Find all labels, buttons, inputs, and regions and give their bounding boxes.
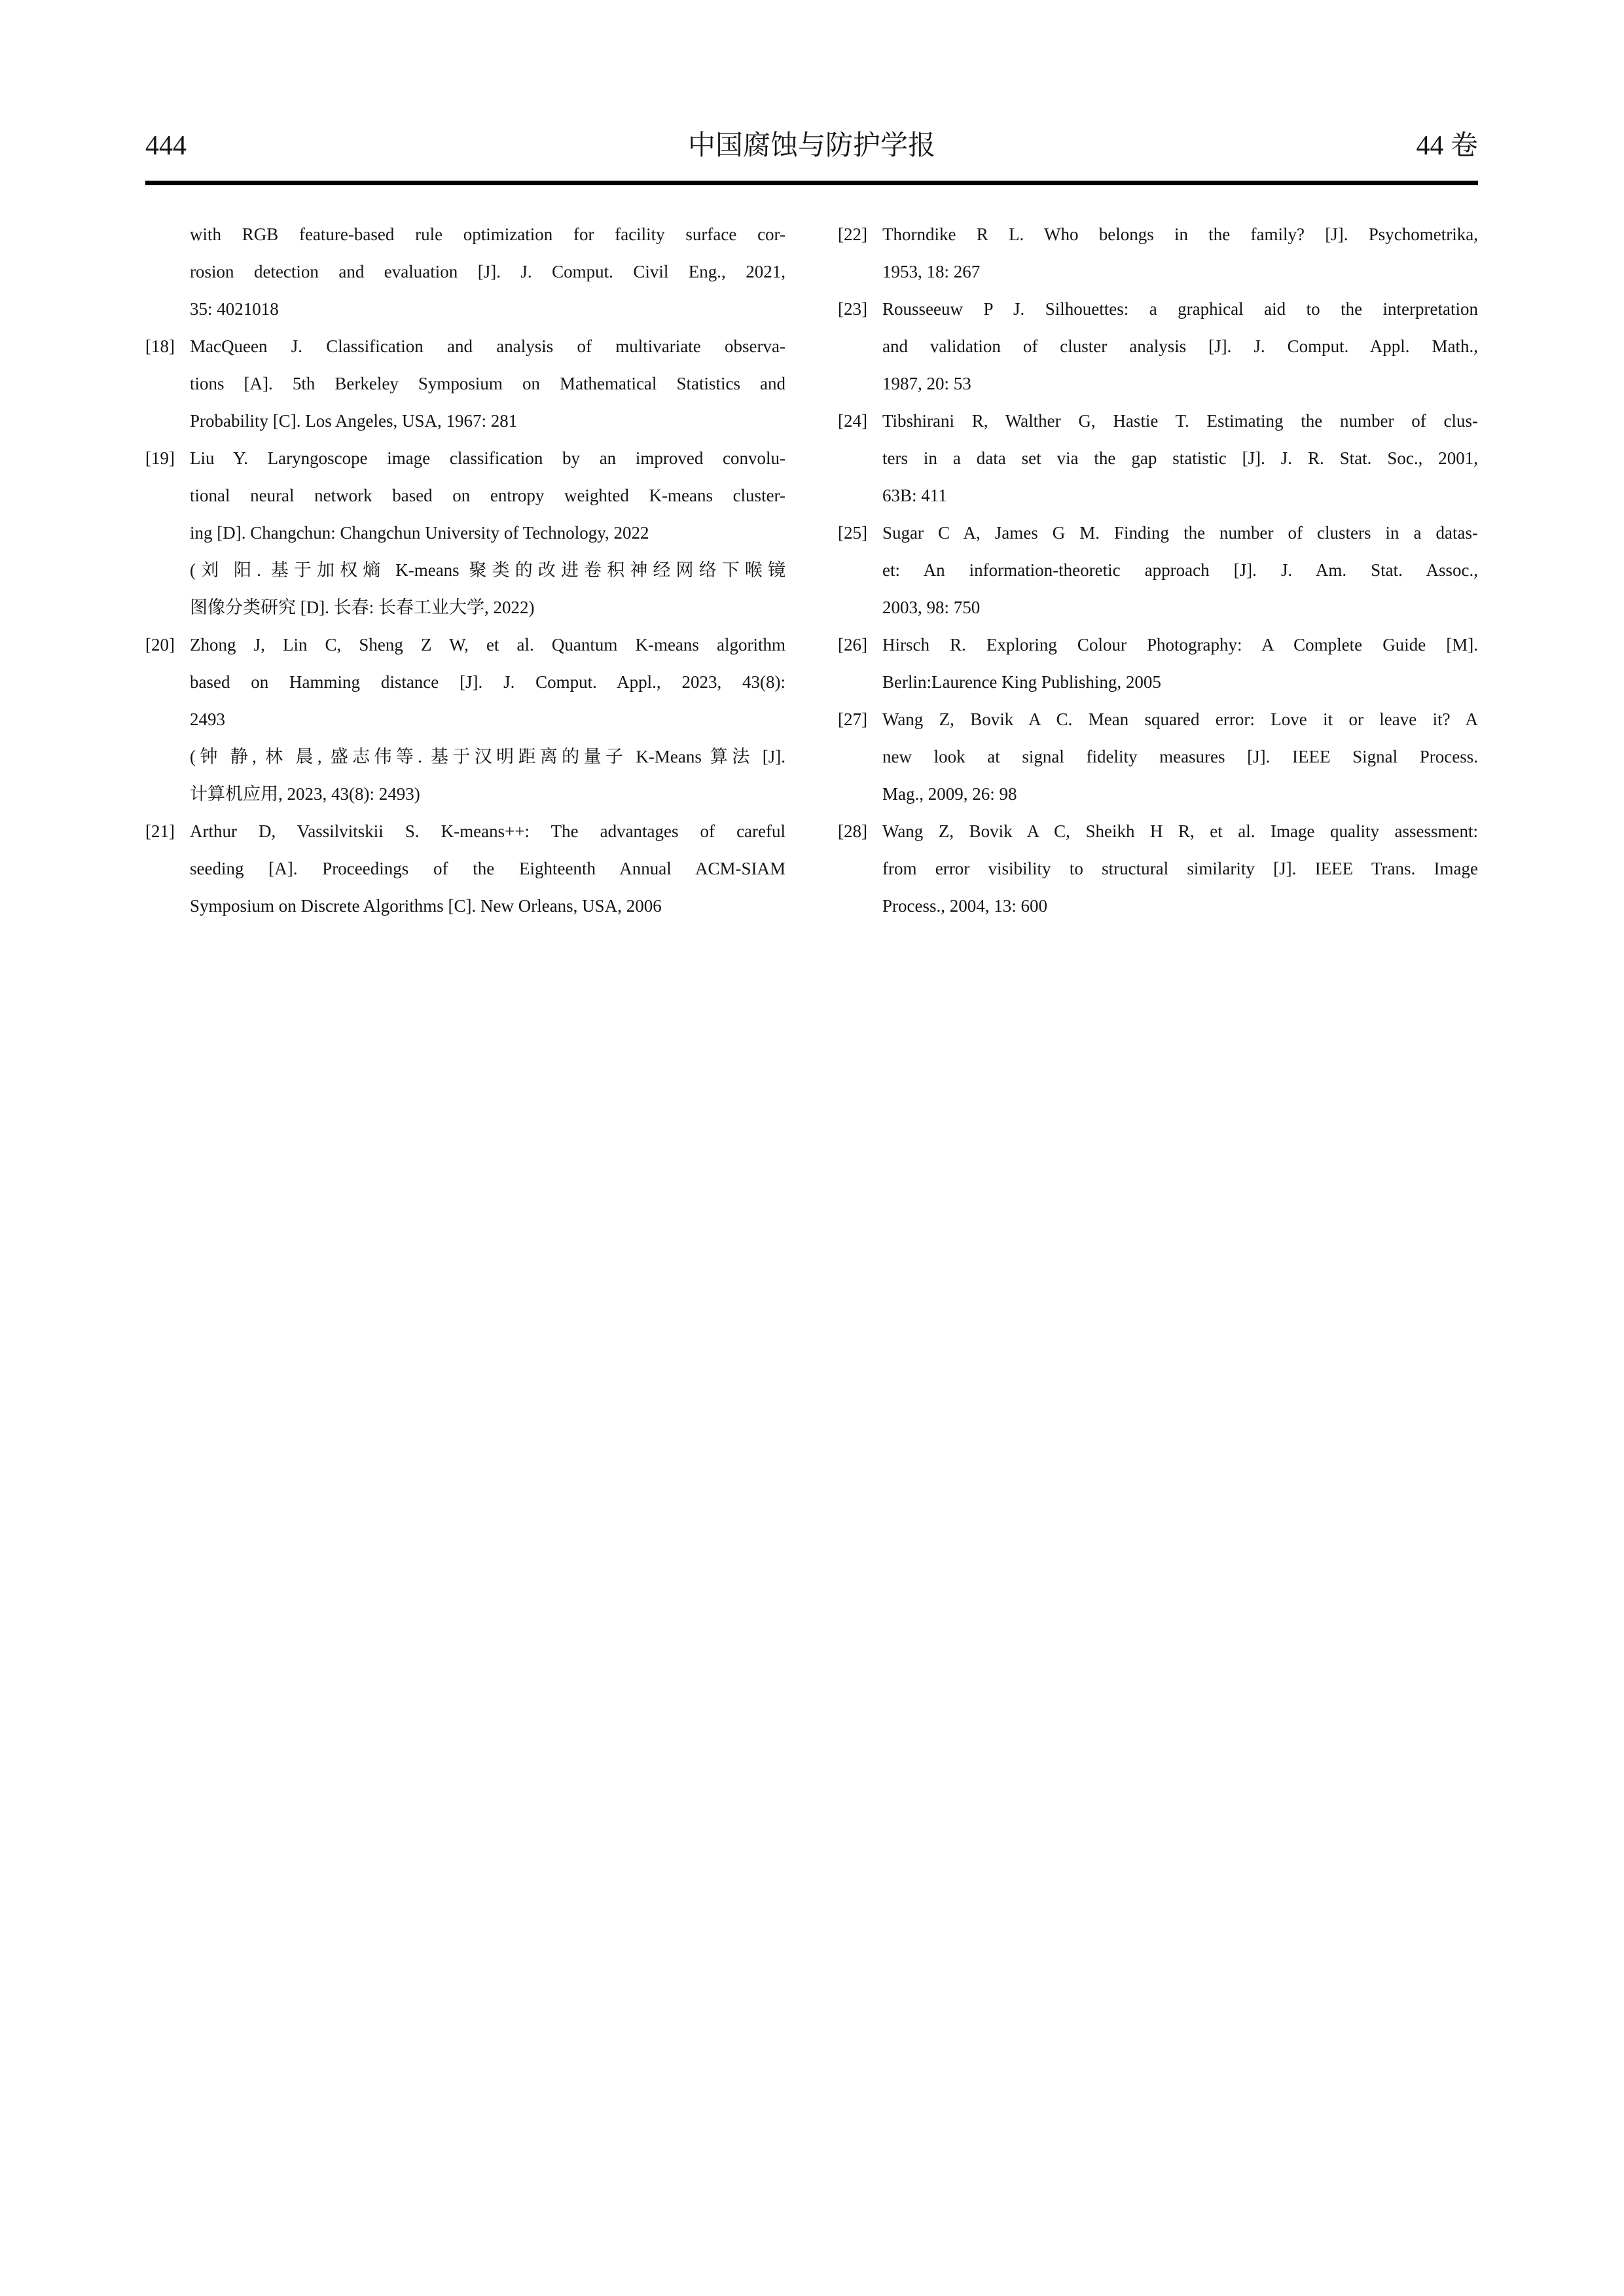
reference-line: with RGB feature-based rule optimization for facility surface cor- [190,224,785,244]
reference-line: 2493 [190,709,225,729]
reference-item [838,626,1478,701]
reference-line: 图像分类研究 [D]. 长春: 长春工业大学, 2022) [190,598,535,617]
reference-line: [25] Sugar C A, James G M. Finding the number of clusters in a datas- [882,514,1478,552]
reference-number: [26] [838,635,867,655]
reference-number: [23] [838,299,867,319]
reference-number: [24] [838,411,867,431]
reference-number: [20] [145,635,175,655]
reference-number: [22] [838,224,867,244]
reference-line: from error visibility to structural similarity [J]. IEEE Trans. Image [882,859,1478,878]
reference-item [838,403,1478,514]
reference-item [145,328,785,440]
journal-title: 中国腐蚀与防护学报 [687,131,936,161]
reference-line: [22] Thorndike R L. Who belongs in the family? [J]. Psychometrika, [882,216,1478,253]
references-column-left [145,216,785,925]
reference-line: Probability [C]. Los Angeles, USA, 1967: 281 [190,411,518,431]
reference-line: [28] Wang Z, Bovik A C, Sheikh H R, et al. Image quality assessment: [882,813,1478,850]
reference-item [838,514,1478,626]
page-header [145,130,1478,162]
references-column-right [838,216,1478,925]
reference-line: 2003, 98: 750 [882,598,981,617]
reference-line: (刘 阳. 基于加权熵 K-means 聚类的改进卷积神经网络下喉镜 [190,560,785,580]
reference-line: Symposium on Discrete Algorithms [C]. New Orleans, USA, 2006 [190,896,662,916]
reference-line: [20] Zhong J, Lin C, Sheng Z W, et al. Quantum K-means algorithm [190,626,785,664]
reference-line: and validation of cluster analysis [J]. J. Comput. Appl. Math., [882,336,1478,356]
reference-line: 35: 4021018 [190,299,279,319]
reference-line: [23] Rousseeuw P J. Silhouettes: a graphical aid to the interpretation [882,291,1478,328]
reference-line: 计算机应用, 2023, 43(8): 2493) [190,784,420,804]
reference-line: tions [A]. 5th Berkeley Symposium on Mathematical Statistics and [190,374,785,393]
reference-line: (钟 静, 林 晨, 盛志伟等. 基于汉明距离的量子 K-Means 算法 [J]. [190,747,785,766]
reference-line: ters in a data set via the gap statistic [J]. J. R. Stat. Soc., 2001, [882,448,1478,468]
reference-continuation [190,216,785,328]
reference-line: et: An information-theoretic approach [J]. J. Am. Stat. Assoc., [882,560,1478,580]
reference-line: [27] Wang Z, Bovik A C. Mean squared error: Love it or leave it? A [882,701,1478,738]
reference-number: [21] [145,821,175,841]
reference-item [838,701,1478,813]
reference-line: rosion detection and evaluation [J]. J. Comput. Civil Eng., 2021, [190,262,785,281]
reference-number: [27] [838,709,867,729]
reference-line: new look at signal fidelity measures [J]. IEEE Signal Process. [882,747,1478,766]
reference-item [838,216,1478,291]
page-number: 444 [145,131,187,161]
reference-number: [19] [145,448,175,468]
reference-item [838,813,1478,925]
volume-label: 44 卷 [1416,131,1478,161]
reference-line: 1987, 20: 53 [882,374,971,393]
reference-line: [18] MacQueen J. Classification and analysis of multivariate observa- [190,328,785,365]
reference-line: 63B: 411 [882,486,947,505]
reference-number: [28] [838,821,867,841]
reference-line: based on Hamming distance [J]. J. Comput. Appl., 2023, 43(8): [190,672,785,692]
reference-number: [18] [145,336,175,356]
reference-line: [21] Arthur D, Vassilvitskii S. K-means++: The advantages of careful [190,813,785,850]
reference-line: tional neural network based on entropy weighted K-means cluster- [190,486,785,505]
reference-line: Process., 2004, 13: 600 [882,896,1047,916]
reference-number: [25] [838,523,867,543]
reference-line: [19] Liu Y. Laryngoscope image classification by an improved convolu- [190,440,785,477]
reference-line: ing [D]. Changchun: Changchun University of Technology, 2022 [190,523,649,543]
references-section [145,216,1478,925]
reference-line: [24] Tibshirani R, Walther G, Hastie T. Estimating the number of clus- [882,403,1478,440]
reference-line: seeding [A]. Proceedings of the Eighteenth Annual ACM-SIAM [190,859,785,878]
reference-item [145,813,785,925]
reference-line: 1953, 18: 267 [882,262,981,281]
reference-item [145,626,785,813]
reference-item [838,291,1478,403]
reference-line: Berlin:Laurence King Publishing, 2005 [882,672,1161,692]
reference-item [145,440,785,626]
reference-line: [26] Hirsch R. Exploring Colour Photography: A Complete Guide [M]. [882,626,1478,664]
reference-line: Mag., 2009, 26: 98 [882,784,1017,804]
header-rule [145,181,1478,185]
